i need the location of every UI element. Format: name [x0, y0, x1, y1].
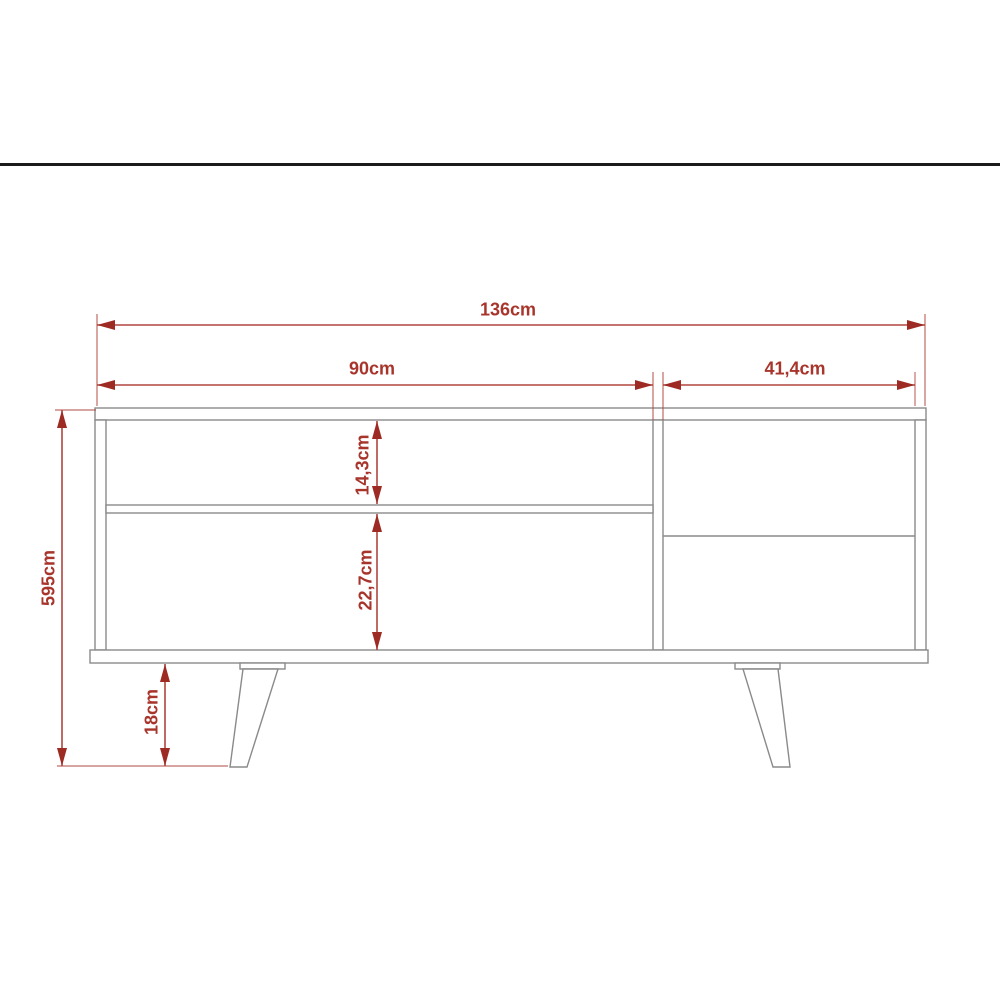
dimension-label-right-section-width: 41,4cm [764, 358, 826, 379]
cabinet-top-panel [95, 408, 926, 420]
dimension-label-lower-opening-height: 22,7cm [355, 549, 376, 611]
cabinet-right-wall [915, 420, 926, 650]
dimension-label-upper-opening-height: 14,3cm [352, 434, 373, 496]
cabinet-outline [90, 408, 928, 767]
cabinet-left-wall [95, 420, 106, 650]
cabinet-bottom-panel [90, 650, 928, 663]
dimension-upper-opening-height [372, 421, 382, 504]
dimension-label-left-section-width: 90cm [348, 358, 396, 379]
dimension-total-height [55, 410, 96, 766]
cabinet-shelf [106, 505, 653, 513]
cabinet-right-leg [735, 663, 790, 767]
dimension-label-total-height: 595cm [38, 549, 59, 607]
cabinet-left-leg [230, 663, 285, 767]
dimension-label-leg-height: 18cm [141, 688, 162, 736]
dimension-label-total-width: 136cm [479, 299, 537, 320]
cabinet-center-divider [653, 420, 663, 650]
